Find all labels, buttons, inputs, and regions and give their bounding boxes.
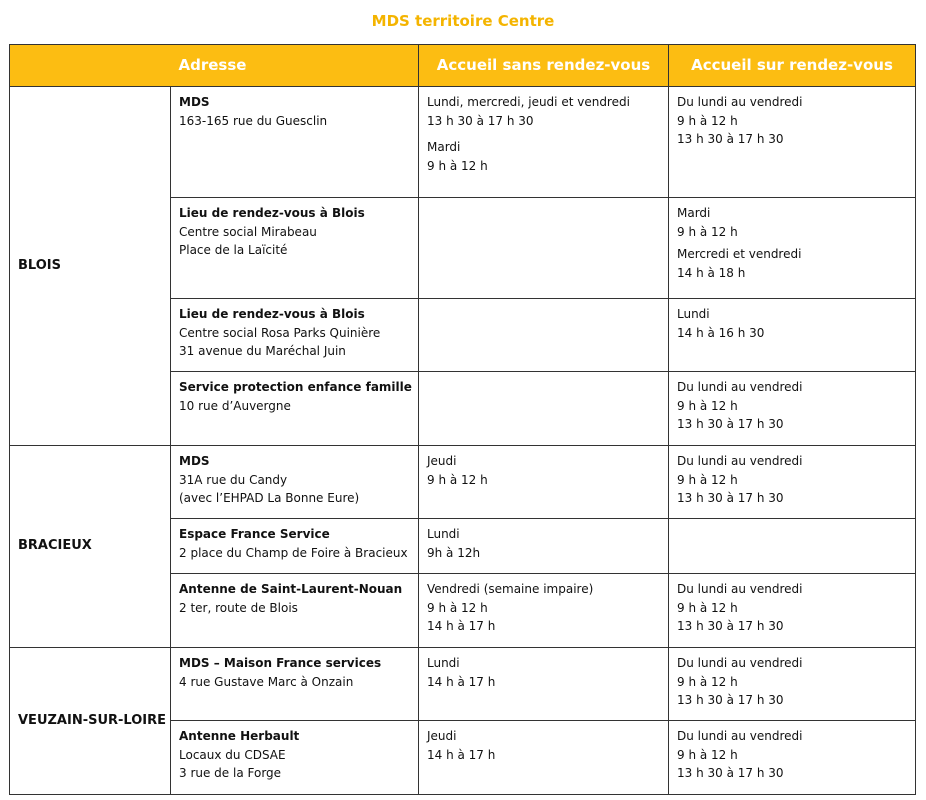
city-cell: VEUZAIN-SUR-LOIRE [10, 648, 171, 795]
hours-line: 14 h à 17 h [427, 747, 496, 762]
hours-line: Du lundi au vendredi [677, 582, 803, 596]
walk-in-cell [419, 574, 669, 648]
hours-line: 13 h 30 à 17 h 30 [677, 132, 784, 146]
appointment-cell [669, 519, 916, 574]
address-cell [171, 87, 419, 198]
hours-line: Mercredi et vendredi [677, 247, 802, 261]
hours-line: 9 h à 12 h [427, 158, 488, 173]
address-line: 4 rue Gustave Marc à Onzain [179, 674, 354, 689]
hours-line: Du lundi au vendredi [677, 729, 803, 743]
table-row [10, 87, 916, 198]
address-line: 2 place du Champ de Foire à Bracieux [179, 545, 408, 560]
hours-line: 13 h 30 à 17 h 30 [677, 619, 784, 633]
hours-line: 9 h à 12 h [427, 600, 488, 615]
hours-line: Mardi [427, 140, 461, 154]
location-name: MDS – Maison France services [179, 656, 382, 670]
hours-line: 9 h à 12 h [427, 472, 488, 487]
appointment-cell [669, 721, 916, 795]
hours-line: 9 h à 12 h [677, 747, 738, 762]
hours-line: 14 h à 18 h [677, 265, 746, 280]
hours-line: Lundi [677, 307, 710, 321]
address-cell [171, 299, 419, 372]
hours-line: 13 h 30 à 17 h 30 [677, 491, 784, 505]
hours-line: Lundi [427, 656, 460, 670]
header-address: Adresse [171, 45, 419, 87]
hours-line: 9 h à 12 h [677, 472, 738, 487]
location-name: MDS [179, 454, 210, 468]
hours-line: 13 h 30 à 17 h 30 [677, 417, 784, 431]
location-name: Antenne de Saint-Laurent-Nouan [179, 582, 403, 596]
address-line: 2 ter, route de Blois [179, 600, 298, 615]
header-appointment: Accueil sur rendez-vous [669, 45, 916, 87]
appointment-cell [669, 574, 916, 648]
hours-line: Lundi, mercredi, jeudi et vendredi [427, 95, 630, 109]
appointment-cell [669, 372, 916, 446]
walk-in-cell [419, 519, 669, 574]
hours-line: 9 h à 12 h [677, 674, 738, 689]
appointment-cell [669, 299, 916, 372]
table-row [10, 446, 916, 519]
hours-line: 13 h 30 à 17 h 30 [677, 766, 784, 780]
hours-line: Vendredi (semaine impaire) [427, 582, 594, 596]
city-cell: BLOIS [10, 87, 171, 446]
address-line: 31A rue du Candy [179, 472, 288, 487]
hours-line: 9 h à 12 h [677, 600, 738, 615]
hours-line: Du lundi au vendredi [677, 656, 803, 670]
address-cell [171, 446, 419, 519]
hours-line: 13 h 30 à 17 h 30 [427, 113, 534, 128]
appointment-cell [669, 198, 916, 299]
hours-line: Lundi [427, 527, 460, 541]
address-line: Centre social Rosa Parks Quinière [179, 325, 381, 340]
header-walk-in: Accueil sans rendez-vous [419, 45, 669, 87]
address-line: 31 avenue du Maréchal Juin [179, 344, 346, 358]
address-cell [171, 574, 419, 648]
address-line: Locaux du CDSAE [179, 747, 286, 762]
location-name: Antenne Herbault [179, 729, 300, 743]
page-title: MDS territoire Centre [371, 12, 555, 30]
location-name: MDS [179, 95, 210, 109]
address-line: Centre social Mirabeau [179, 224, 317, 239]
hours-line: Du lundi au vendredi [677, 454, 803, 468]
location-name: Lieu de rendez-vous à Blois [179, 206, 365, 220]
walk-in-cell [419, 721, 669, 795]
city-cell: BRACIEUX [10, 446, 171, 648]
address-line: 10 rue d’Auvergne [179, 398, 291, 413]
address-cell [171, 519, 419, 574]
appointment-cell [669, 446, 916, 519]
schedule-table [9, 44, 916, 795]
walk-in-cell [419, 198, 669, 299]
hours-line: 14 h à 16 h 30 [677, 325, 765, 340]
walk-in-cell [419, 648, 669, 721]
address-cell [171, 198, 419, 299]
hours-line: 13 h 30 à 17 h 30 [677, 693, 784, 707]
hours-line: Du lundi au vendredi [677, 380, 803, 394]
table-row [10, 648, 916, 721]
address-cell [171, 372, 419, 446]
walk-in-cell [419, 372, 669, 446]
header-blank [10, 45, 171, 87]
hours-line: 9 h à 12 h [677, 398, 738, 413]
hours-line: 14 h à 17 h [427, 674, 496, 689]
appointment-cell [669, 87, 916, 198]
walk-in-cell [419, 446, 669, 519]
address-line: Place de la Laïcité [179, 243, 288, 257]
location-name: Lieu de rendez-vous à Blois [179, 307, 365, 321]
address-cell [171, 721, 419, 795]
address-line: (avec l’EHPAD La Bonne Eure) [179, 491, 360, 505]
hours-line: 9h à 12h [427, 545, 481, 560]
location-name: Service protection enfance famille [179, 380, 412, 394]
address-cell [171, 648, 419, 721]
appointment-cell [669, 648, 916, 721]
location-name: Espace France Service [179, 527, 330, 541]
header-row [10, 45, 916, 87]
hours-line: Jeudi [427, 729, 457, 743]
address-line: 3 rue de la Forge [179, 766, 282, 780]
walk-in-cell [419, 299, 669, 372]
walk-in-cell [419, 87, 669, 198]
hours-line: Jeudi [427, 454, 457, 468]
address-line: 163-165 rue du Guesclin [179, 113, 328, 128]
hours-line: 9 h à 12 h [677, 113, 738, 128]
hours-line: Mardi [677, 206, 711, 220]
hours-line: Du lundi au vendredi [677, 95, 803, 109]
hours-line: 14 h à 17 h [427, 619, 496, 633]
hours-line: 9 h à 12 h [677, 224, 738, 239]
